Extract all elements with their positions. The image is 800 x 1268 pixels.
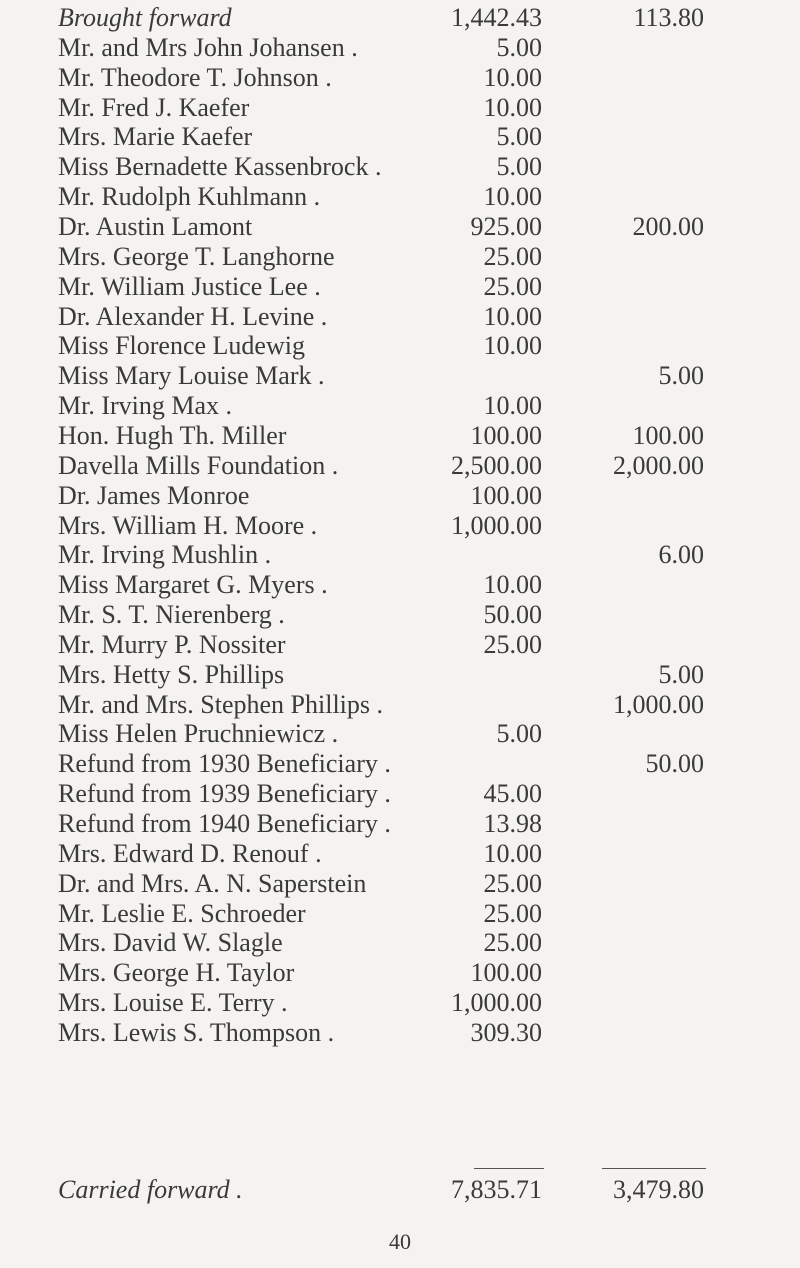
ledger-row-label: Mrs. George T. Langhorne bbox=[58, 241, 335, 271]
ledger-row-label: Mrs. Louise E. Terry . bbox=[58, 988, 288, 1018]
total-rule-col1 bbox=[474, 1168, 544, 1169]
ledger-row-amount-col1: 10.00 bbox=[483, 838, 542, 868]
ledger-row bbox=[0, 512, 800, 540]
ledger-row-amount-col1: 10.00 bbox=[483, 92, 542, 122]
ledger-row-amount-col1: 10.00 bbox=[483, 570, 542, 600]
ledger-row-label: Mr. S. T. Nierenberg . bbox=[58, 600, 285, 629]
ledger-row-label: Mrs. William H. Moore . bbox=[58, 510, 318, 540]
ledger-row bbox=[0, 243, 800, 271]
ledger-row-amount-col1: 100.00 bbox=[470, 958, 542, 988]
ledger-row bbox=[0, 691, 800, 719]
ledger-row-amount-col1: 309.30 bbox=[470, 1017, 542, 1047]
ledger-row bbox=[0, 541, 800, 569]
ledger-row bbox=[0, 34, 800, 62]
ledger-row-label: Miss Margaret G. Myers . bbox=[58, 570, 328, 600]
ledger-row-amount-col1: 50.00 bbox=[483, 600, 542, 629]
ledger-row-amount-col1: 1,000.00 bbox=[451, 510, 542, 540]
ledger-row bbox=[0, 780, 800, 808]
ledger-row-amount-col1: 13.98 bbox=[483, 809, 542, 838]
ledger-row-label: Refund from 1930 Beneficiary . bbox=[58, 749, 391, 779]
ledger-row-amount-col2: 6.00 bbox=[658, 540, 704, 570]
ledger-row-label: Mrs. Hetty S. Phillips bbox=[58, 659, 285, 689]
ledger-row-amount-col1: 5.00 bbox=[496, 719, 542, 749]
ledger-row-label: Refund from 1940 Beneficiary . bbox=[58, 809, 391, 838]
ledger-row-amount-col1: 1,442.43 bbox=[451, 3, 542, 32]
ledger-row-label: Mrs. George H. Taylor bbox=[58, 958, 295, 988]
ledger-row bbox=[0, 273, 800, 301]
ledger-row-amount-col1: 10.00 bbox=[483, 62, 542, 92]
ledger-row-label: Dr. Austin Lamont bbox=[58, 212, 253, 241]
ledger-row bbox=[0, 750, 800, 778]
carried-forward-total-col2: 3,479.80 bbox=[613, 1175, 704, 1204]
ledger-row-label: Dr. Alexander H. Levine . bbox=[58, 301, 328, 331]
ledger-row-label: Mr. Leslie E. Schroeder bbox=[58, 898, 306, 928]
ledger-row bbox=[0, 153, 800, 181]
ledger-row-amount-col2: 200.00 bbox=[632, 212, 704, 241]
ledger-row bbox=[0, 213, 800, 241]
ledger-row-amount-col1: 2,500.00 bbox=[451, 450, 542, 480]
ledger-row-label: Dr. and Mrs. A. N. Saperstein bbox=[58, 868, 367, 898]
ledger-row-label: Miss Florence Ludewig bbox=[58, 331, 305, 361]
ledger-row-label: Refund from 1939 Beneficiary . bbox=[58, 779, 391, 809]
ledger-row-label: Miss Bernadette Kassenbrock . bbox=[58, 152, 382, 182]
ledger-row-amount-col1: 10.00 bbox=[483, 331, 542, 361]
ledger-row-amount-col1: 25.00 bbox=[483, 928, 542, 958]
ledger-row-amount-col2: 100.00 bbox=[632, 420, 704, 450]
ledger-row bbox=[0, 571, 800, 599]
ledger-row bbox=[0, 720, 800, 748]
ledger-row bbox=[0, 959, 800, 987]
ledger-row bbox=[0, 303, 800, 331]
carried-forward-label: Carried forward . bbox=[58, 1175, 243, 1204]
total-rule-col2 bbox=[602, 1168, 706, 1169]
ledger-row-amount-col1: 25.00 bbox=[483, 241, 542, 271]
carried-forward-total-col1: 7,835.71 bbox=[451, 1175, 542, 1204]
ledger-row-amount-col2: 5.00 bbox=[658, 361, 704, 391]
ledger-row bbox=[0, 392, 800, 420]
ledger-row bbox=[0, 631, 800, 659]
ledger-row-amount-col1: 5.00 bbox=[496, 122, 542, 152]
ledger-row-amount-col2: 2,000.00 bbox=[613, 450, 704, 480]
ledger-row-amount-col2: 50.00 bbox=[645, 749, 704, 779]
ledger-row-label: Davella Mills Foundation . bbox=[58, 450, 339, 480]
ledger-row-amount-col2: 1,000.00 bbox=[613, 689, 704, 719]
ledger-row bbox=[0, 123, 800, 151]
carried-forward-row bbox=[0, 1176, 800, 1204]
ledger-row-amount-col1: 25.00 bbox=[483, 629, 542, 659]
ledger-row-label: Mrs. David W. Slagle bbox=[58, 928, 283, 958]
ledger-row-label: Mr. Rudolph Kuhlmann . bbox=[58, 182, 321, 212]
ledger-row-amount-col2: 113.80 bbox=[633, 3, 704, 32]
ledger-row bbox=[0, 1019, 800, 1047]
ledger-row bbox=[0, 900, 800, 928]
ledger-row-label: Mr. and Mrs John Johansen . bbox=[58, 32, 358, 62]
ledger-row-amount-col1: 5.00 bbox=[496, 32, 542, 62]
ledger-row-label: Mr. Theodore T. Johnson . bbox=[58, 62, 332, 92]
page-number: 40 bbox=[389, 1229, 411, 1254]
ledger-row-amount-col1: 10.00 bbox=[483, 391, 542, 421]
ledger-row-label: Mr. and Mrs. Stephen Phillips . bbox=[58, 689, 384, 719]
ledger-row-amount-col2: 5.00 bbox=[658, 659, 704, 689]
ledger-row-label: Miss Mary Louise Mark . bbox=[58, 361, 325, 391]
ledger-row bbox=[0, 601, 800, 629]
ledger-row-amount-col1: 925.00 bbox=[470, 212, 542, 241]
ledger-row bbox=[0, 810, 800, 838]
ledger-row-amount-col1: 25.00 bbox=[483, 271, 542, 301]
ledger-row bbox=[0, 183, 800, 211]
ledger-row-amount-col1: 10.00 bbox=[483, 301, 542, 331]
ledger-row-amount-col1: 10.00 bbox=[483, 182, 542, 212]
ledger-row-amount-col1: 25.00 bbox=[483, 868, 542, 898]
ledger-row-label: Miss Helen Pruchniewicz . bbox=[58, 719, 339, 749]
ledger-row-amount-col1: 5.00 bbox=[496, 152, 542, 182]
ledger-row-label: Mr. William Justice Lee . bbox=[58, 271, 321, 301]
ledger-row-amount-col1: 100.00 bbox=[470, 420, 542, 450]
ledger-row bbox=[0, 64, 800, 92]
ledger-row-label: Hon. Hugh Th. Miller bbox=[58, 420, 287, 450]
ledger-row-label: Mr. Murry P. Nossiter bbox=[58, 629, 286, 659]
ledger-row-amount-col1: 45.00 bbox=[483, 779, 542, 809]
ledger-row bbox=[0, 870, 800, 898]
ledger-row bbox=[0, 452, 800, 480]
ledger-row-label: Mr. Irving Max . bbox=[58, 391, 233, 421]
ledger-row-amount-col1: 1,000.00 bbox=[451, 988, 542, 1018]
ledger-row-label: Mrs. Edward D. Renouf . bbox=[58, 838, 322, 868]
ledger-row bbox=[0, 362, 800, 390]
ledger-row bbox=[0, 422, 800, 450]
ledger-row bbox=[0, 989, 800, 1017]
ledger-row bbox=[0, 4, 800, 32]
ledger-row-label: Brought forward bbox=[58, 3, 232, 32]
ledger-row bbox=[0, 840, 800, 868]
ledger-row-label: Mrs. Marie Kaefer bbox=[58, 122, 253, 152]
ledger-row bbox=[0, 929, 800, 957]
ledger-row-label: Mr. Irving Mushlin . bbox=[58, 540, 272, 570]
ledger-row-label: Mr. Fred J. Kaefer bbox=[58, 92, 250, 122]
ledger-row-label: Mrs. Lewis S. Thompson . bbox=[58, 1017, 335, 1047]
ledger-row-label: Dr. James Monroe bbox=[58, 480, 250, 510]
ledger-row bbox=[0, 482, 800, 510]
ledger-row bbox=[0, 332, 800, 360]
ledger-row-amount-col1: 100.00 bbox=[470, 480, 542, 510]
ledger-row bbox=[0, 661, 800, 689]
ledger-row bbox=[0, 94, 800, 122]
ledger-row-amount-col1: 25.00 bbox=[483, 898, 542, 928]
